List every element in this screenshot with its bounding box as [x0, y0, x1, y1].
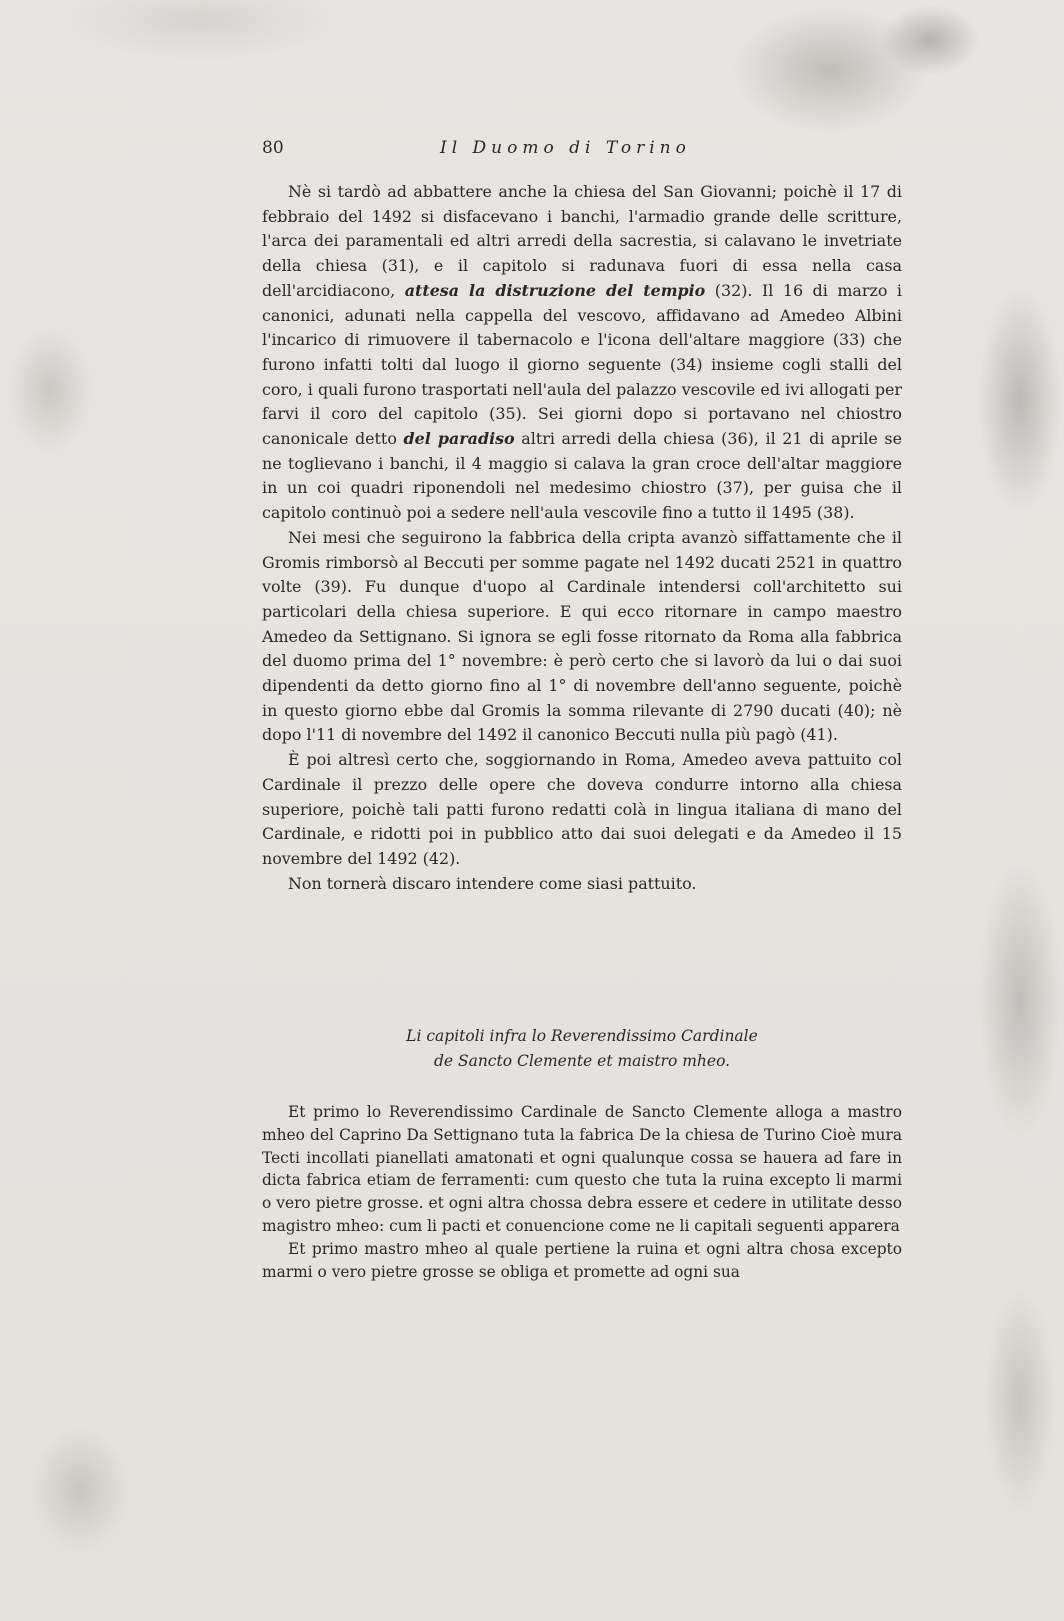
- paragraph-1-emphasis-a: attesa la distruzione del tempio: [404, 280, 706, 300]
- paragraph-1-text-b: (32). Il 16 di marzo i canonici, adunati nella cappella del vescovo, affidavano ad Amedeo Albini l'incarico di rimuovere il tabernacolo e l'icona dell'altare maggiore (33) che furono infatti tolti dal luogo il giorno seguente (34) insieme cogli stalli del coro, i quali furono trasportati nell'aula del palazzo vescovile ed ivi allogati per farvi il coro del capitolo (35). Sei giorni dopo si portavano nel chiostro canonicale detto: [262, 280, 902, 449]
- document-paragraph-1: Et primo lo Reverendissimo Cardinale de Sancto Clemente alloga a mastro mheo del Caprino Da Settignano tuta la fabrica De la chiesa de Turino Cioè mura Tecti incollati pianellati amatonati et ogni qualunque cossa se hauera ad fare in dicta fabrica etiam de ferramenti: cum questo che tuta la ruina excepto li marmi o vero pietre grosse. et ogni altra chossa debra essere et cedere in utilitate desso magistro mheo: cum li pacti et conuencione come ne li capitali seguenti apparera: [262, 1103, 902, 1235]
- running-title: Il Duomo di Torino: [440, 138, 691, 158]
- document-text: [262, 1101, 902, 1283]
- page-number: 80: [262, 138, 284, 158]
- paragraph-1-emphasis-b: del paradiso: [403, 429, 515, 449]
- paragraph-1-text-a: Nè si tardò ad abbattere anche la chiesa del San Giovanni; poichè il 17 di febbraio del 1492 si disfacevano i banchi, l'armadio grande delle scritture, l'arca dei paramentali ed altri arredi della sacrestia, si calavano le invetriate della chiesa (31), e il capitolo si radunava fuori di essa nella casa dell'arcidiacono,: [262, 182, 902, 300]
- paragraph-1-text-c: altri arredi della chiesa (36), il 21 di aprile se ne toglievano i banchi, il 4 maggio si calava la gran croce dell'altar maggiore in un coi quadri riponendoli nel medesimo chiostro (37), per guisa che il capitolo continuò poi a sedere nell'aula vescovile fino a tutto il 1495 (38).: [262, 429, 902, 523]
- document-paragraph-2: Et primo mastro mheo al quale pertiene la ruina et ogni altra chosa excepto marmi o vero pietre grosse se obliga et promette ad ogni sua: [262, 1239, 902, 1281]
- body-text: [262, 180, 902, 896]
- paragraph-3: È poi altresì certo che, soggiornando in Roma, Amedeo aveva pattuito col Cardinale il prezzo delle opere che doveva condurre intorno alla chiesa superiore, poichè tali patti furono redatti colà in lingua italiana di mano del Cardinale, e ridotti poi in pubblico atto dai suoi delegati e da Amedeo il 15 novembre del 1492 (42).: [262, 750, 902, 868]
- document-heading-line-2: de Sancto Clemente et maistro mheo.: [433, 1052, 731, 1070]
- running-head: [262, 138, 902, 162]
- paragraph-1: [262, 180, 902, 526]
- document-heading-line-1: Li capitoli infra lo Reverendissimo Cardinale: [406, 1027, 758, 1045]
- document-heading: [262, 1024, 902, 1074]
- paragraph-4: Non tornerà discaro intendere come siasi pattuito.: [288, 873, 697, 893]
- paragraph-2: Nei mesi che seguirono la fabbrica della cripta avanzò siffattamente che il Gromis rimborsò al Beccuti per somme pagate nel 1492 ducati 2521 in quattro volte (39). Fu dunque d'uopo al Cardinale intendersi coll'architetto sui particolari della chiesa superiore. E qui ecco ritornare in campo maestro Amedeo da Settignano. Si ignora se egli fosse ritornato da Roma alla fabbrica del duomo prima del 1° novembre: è però certo che si lavorò da lui o dai suoi dipendenti da detto giorno fino al 1° di novembre dell'anno seguente, poichè in questo giorno ebbe dal Gromis la somma rilevante di 2790 ducati (40); nè dopo l'11 di novembre del 1492 il canonico Beccuti nulla più pagò (41).: [262, 527, 902, 745]
